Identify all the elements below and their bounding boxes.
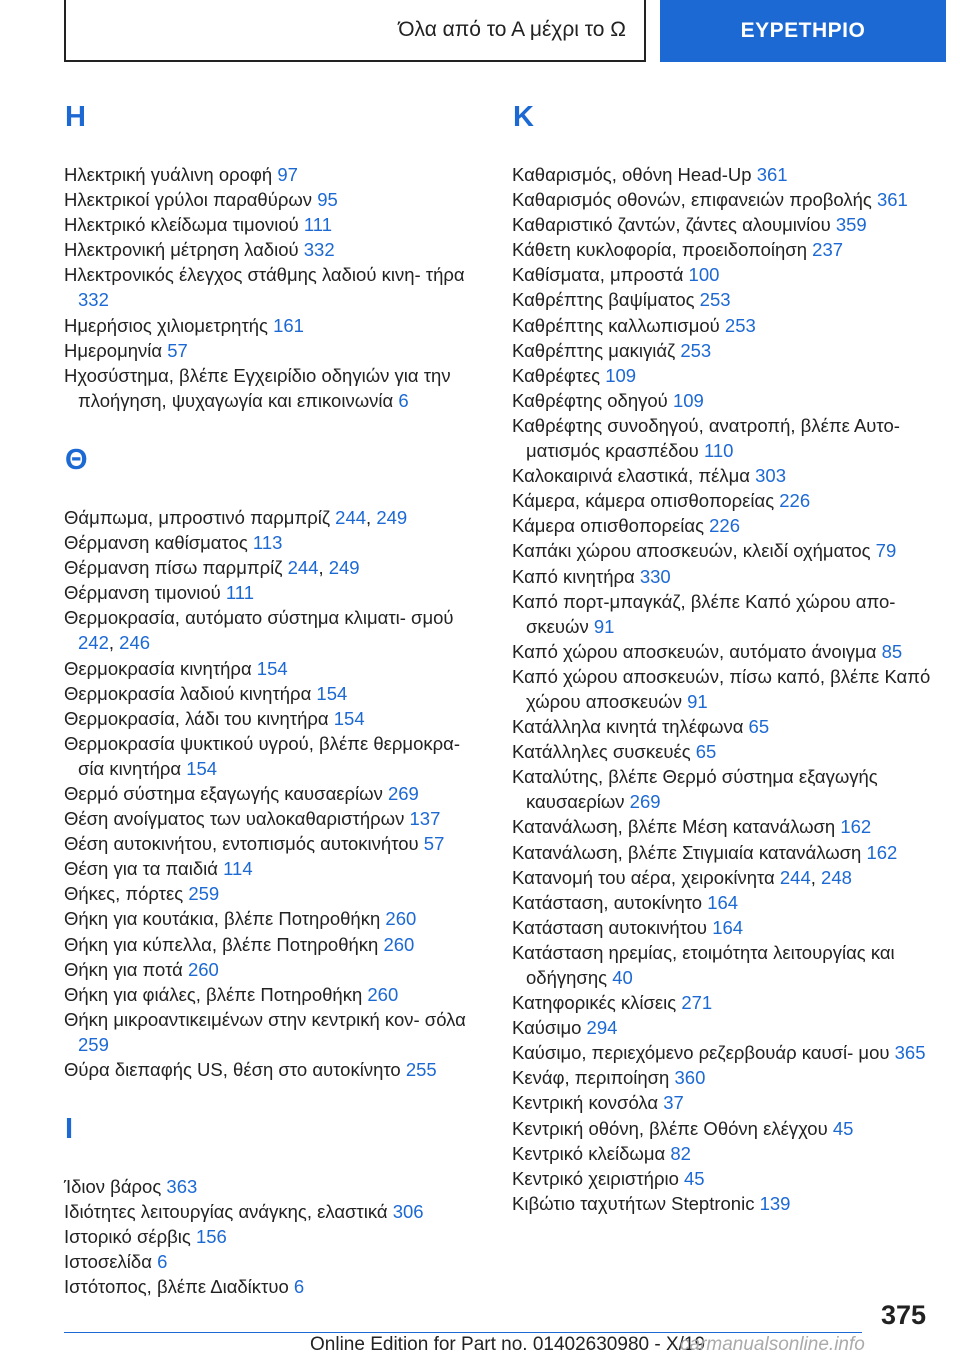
index-entry (512, 488, 942, 513)
index-entry-text: Κενάφ, περιποίηση (512, 1067, 670, 1089)
index-entry (64, 957, 484, 982)
index-entry-text: Θερμοκρασία ψυκτικού υγρού, βλέπε θερμοκρα- σία κινητήρα (64, 732, 460, 779)
index-entry (512, 187, 942, 212)
page-link[interactable]: 154 (186, 757, 218, 779)
footer-divider (64, 1332, 862, 1333)
index-entry (512, 338, 942, 363)
page-link[interactable]: 6 (157, 1251, 168, 1273)
page-link[interactable]: 45 (684, 1167, 705, 1189)
page-link[interactable]: 109 (605, 364, 637, 386)
index-entry (512, 1065, 942, 1090)
index-entry-text: Θέρμανση καθίσματος (64, 532, 248, 554)
page-link[interactable]: 269 (629, 791, 661, 813)
index-entry: Θάμπωμα, μπροστινό παρμπρίζ 244, 249 (64, 506, 408, 528)
page-link[interactable]: 271 (681, 992, 713, 1014)
index-entry (64, 1274, 484, 1299)
page-number: 375 (880, 1300, 926, 1330)
index-entry-text: Ηχοσύστημα, βλέπε Εγχειρίδιο οδηγιών για την πλοήγηση, ψυχαγωγία και επικοινωνία (64, 364, 451, 411)
index-entry-text: Κεντρικό χειριστήριο (512, 1167, 679, 1189)
index-entry-text: Θερμοκρασία κινητήρα (64, 657, 252, 679)
page-link[interactable]: 303 (755, 465, 786, 487)
index-entry-list (64, 505, 484, 1082)
tab-index[interactable] (660, 0, 946, 62)
index-entry-text: Κατάλληλες συσκευές (512, 741, 691, 763)
page-link[interactable]: 294 (586, 1017, 618, 1039)
index-entry (64, 212, 484, 237)
page-link[interactable]: 37 (663, 1092, 684, 1114)
section-letter: Θ (65, 443, 88, 476)
index-entry-text: Κάθετη κυκλοφορία, προειδοποίηση (512, 239, 808, 261)
index-entry (512, 639, 942, 664)
index-entry-text: Κατηφορικές κλίσεις (512, 992, 677, 1014)
index-entry-text: Θερμοκρασία, λάδι του κινητήρα (64, 707, 329, 729)
index-entry-text: Ιστοσελίδα (64, 1251, 152, 1273)
index-entry-text: Καθαρισμός, οθόνη Head-Up (512, 164, 752, 185)
section-letter: Ι (65, 1113, 74, 1146)
index-entry-text: Θύρα διεπαφής US, θέση στο αυτοκίνητο (64, 1059, 401, 1080)
page-link[interactable]: 100 (688, 264, 720, 286)
page-link[interactable]: 306 (392, 1201, 424, 1223)
index-entry-text: Κατάσταση ηρεμίας, ετοιμότητα λειτουργίας και οδήγησης (512, 941, 895, 988)
index-entry (512, 262, 942, 287)
page-link[interactable]: 363 (166, 1176, 198, 1198)
index-entry: Θερμοκρασία, αυτόματο σύστημα κλιματι- σμού 242, 246 (64, 607, 454, 654)
page-link[interactable]: 244 (287, 557, 319, 579)
index-entry-text: Καθίσματα, μπροστά (512, 264, 684, 286)
page-link[interactable]: 65 (748, 716, 770, 738)
index-entry-text: Καθρέπτης βαψίματος (512, 289, 695, 311)
index-entry (512, 764, 942, 814)
index-entry (512, 940, 942, 990)
page-link[interactable]: 162 (866, 841, 898, 863)
index-entry (512, 212, 942, 237)
index-entry (64, 856, 484, 881)
index-entry (512, 237, 942, 262)
index-entry-text: Θήκη για ποτά (64, 958, 183, 980)
page-link[interactable]: 259 (78, 1033, 109, 1055)
index-entry (512, 1015, 942, 1040)
index-entry (512, 890, 942, 915)
index-entry-text: Καθαριστικό ζαντών, ζάντες αλουμινίου (512, 214, 831, 236)
index-entry-text: Ιστότοπος, βλέπε Διαδίκτυο (64, 1276, 289, 1298)
index-entry (64, 530, 484, 555)
tab-a-to-z-label: Όλα από το Α μέχρι το Ω (398, 18, 626, 41)
index-entry-text: Θέρμανση πίσω παρμπρίζ (64, 557, 283, 579)
page-link[interactable]: 246 (119, 632, 151, 654)
page-link[interactable]: 269 (387, 782, 419, 804)
index-entry-text: Κατανάλωση, βλέπε Στιγμιαία κατανάλωση (512, 841, 862, 863)
index-entry (64, 363, 484, 413)
index-entry-text: Θέση ανοίγματος των υαλοκαθαριστήρων (64, 808, 405, 830)
index-entry-text: Ημερήσιος χιλιομετρητής (64, 314, 268, 336)
index-entry-text: Κεντρικό κλείδωμα (512, 1142, 666, 1164)
page-link[interactable]: 332 (303, 239, 335, 261)
page-link[interactable]: 244 (335, 506, 367, 528)
index-entry (64, 1199, 484, 1224)
index-entry-text: Ηλεκτρική γυάλινη οροφή (64, 164, 273, 185)
index-entry (64, 932, 484, 957)
index-entry (512, 1191, 942, 1216)
index-entry (512, 413, 942, 463)
page-link[interactable]: 360 (674, 1067, 706, 1089)
page-link[interactable]: 260 (187, 958, 219, 980)
page-link[interactable]: 57 (167, 339, 188, 361)
page-link[interactable]: 249 (328, 557, 360, 579)
index-entry (64, 162, 484, 187)
tab-index-label: ΕΥΡΕΤΗΡΙΟ (740, 19, 866, 42)
index-entry-text: Κάμερα, κάμερα οπισθοπορείας (512, 490, 775, 512)
index-entry (64, 1249, 484, 1274)
index-entry-text: Θήκη για φιάλες, βλέπε Ποτηροθήκη (64, 983, 363, 1005)
index-entry (512, 1116, 942, 1141)
page-link[interactable]: 91 (593, 615, 615, 637)
page-link[interactable]: 40 (612, 967, 633, 988)
index-entry-text: Κεντρική κονσόλα (512, 1092, 659, 1114)
page-link[interactable]: 95 (317, 189, 338, 211)
index-entry (64, 982, 484, 1007)
index-entry (64, 681, 484, 706)
index-entry (512, 664, 942, 714)
index-entry-text: Θέρμανση τιμονιού (64, 582, 221, 604)
index-entry-text: Ημερομηνία (64, 339, 163, 361)
index-entry-text: Ηλεκτρικοί γρύλοι παραθύρων (64, 189, 313, 211)
watermark: carmanualsonline.info (680, 1334, 865, 1355)
index-entry (512, 1141, 942, 1166)
index-entry-list (512, 162, 942, 1216)
page-link[interactable]: 359 (835, 214, 867, 236)
page-link[interactable]: 260 (385, 908, 417, 930)
index-entry-text: Θήκη για κουτάκια, βλέπε Ποτηροθήκη (64, 908, 381, 930)
section-letter: Κ (513, 101, 534, 133)
index-entry (64, 1057, 484, 1082)
index-entry-text: Κατάσταση αυτοκινήτου (512, 916, 708, 938)
page-link[interactable]: 154 (256, 657, 288, 679)
index-entry (64, 338, 484, 363)
page-link[interactable]: 154 (316, 682, 348, 704)
page-link[interactable]: 85 (881, 640, 903, 662)
index-entry (512, 915, 942, 940)
index-entry-text: Θήκη μικροαντικειμένων στην κεντρική κον- σόλα (64, 1008, 466, 1030)
index-entry-text: Καλοκαιρινά ελαστικά, πέλμα (512, 465, 750, 487)
index-entry (64, 781, 484, 806)
index-entry-text: Καπό κινητήρα (512, 565, 635, 587)
page-link[interactable]: 137 (409, 808, 441, 830)
index-entry (512, 162, 942, 187)
page-link[interactable]: 248 (821, 866, 852, 888)
index-entry (512, 990, 942, 1015)
page-link[interactable]: 260 (367, 983, 399, 1005)
index-entry-text: Θήκη για κύπελλα, βλέπε Ποτηροθήκη (64, 933, 379, 955)
page-link[interactable]: 156 (195, 1226, 227, 1248)
index-entry-text: Θάμπωμα, μπροστινό παρμπρίζ (64, 506, 331, 528)
page-link[interactable]: 109 (672, 389, 704, 411)
index-entry (64, 706, 484, 731)
index-entry: Κατανομή του αέρα, χειροκίνητα 244, 248 (512, 866, 852, 888)
page-link[interactable]: 161 (273, 314, 304, 336)
section-letter: Η (65, 101, 86, 133)
page-link[interactable]: 259 (188, 883, 220, 905)
index-entry (512, 388, 942, 413)
index-entry-text: Θερμοκρασία λαδιού κινητήρα (64, 682, 312, 704)
index-entry (64, 580, 484, 605)
index-entry (512, 814, 942, 839)
page-link[interactable]: 253 (699, 289, 731, 311)
index-entry (512, 513, 942, 538)
page-link[interactable]: 361 (876, 189, 908, 211)
page-link[interactable]: 361 (756, 164, 788, 185)
page-link[interactable]: 330 (639, 565, 671, 587)
index-entry-text: Καταλύτης, βλέπε Θερμό σύστημα εξαγωγής καυσαερίων (512, 766, 878, 813)
index-entry-text: Καπάκι χώρου αποσκευών, κλειδί οχήματος (512, 540, 871, 562)
header (64, 0, 946, 64)
index-entry-text: Κατάσταση, αυτοκίνητο (512, 891, 703, 913)
index-entry (64, 881, 484, 906)
page-link[interactable]: 164 (707, 891, 739, 913)
index-entry-list (64, 162, 484, 413)
index-entry-text: Κατανομή του αέρα, χειροκίνητα (512, 866, 775, 888)
index-entry-text: Ιδιότητες λειτουργίας ανάγκης, ελαστικά (64, 1201, 388, 1223)
tab-a-to-z[interactable] (64, 0, 646, 62)
page-link[interactable]: 255 (405, 1059, 437, 1080)
page-link[interactable]: 244 (779, 866, 811, 888)
index-entry (64, 1007, 484, 1057)
index-entry-text: Θέση για τα παιδιά (64, 858, 218, 880)
index-entry (512, 739, 942, 764)
index-entry (512, 1166, 942, 1191)
index-entry-text: Ιστορικό σέρβις (64, 1226, 191, 1248)
index-entry-text: Καπό πορτ-μπαγκάζ, βλέπε Καπό χώρου απο- σκευών (512, 590, 896, 637)
index-entry-text: Θερμοκρασία, αυτόματο σύστημα κλιματι- σμού (64, 607, 454, 629)
page-link[interactable]: 79 (875, 540, 897, 562)
section-gap (64, 1082, 484, 1110)
index-entry-text: Θερμό σύστημα εξαγωγής καυσαερίων (64, 782, 383, 804)
index-entry-text: Ηλεκτρονικός έλεγχος στάθμης λαδιού κινη- τήρα (64, 264, 465, 286)
index-entry (64, 313, 484, 338)
page-link[interactable]: 65 (695, 741, 717, 763)
index-entry-text: Καθρέπτης μακιγιάζ (512, 339, 676, 361)
index-entry-text: Καθαρισμός οθονών, επιφανειών προβολής (512, 189, 872, 211)
index-entry (512, 564, 942, 589)
footer-edition: Online Edition for Part no. 01402630980 - X/19 (310, 1334, 706, 1355)
index-entry-text: Ηλεκτρικό κλείδωμα τιμονιού (64, 214, 299, 236)
index-entry (512, 840, 942, 865)
page-link[interactable]: 45 (832, 1117, 854, 1139)
page-link[interactable]: 82 (670, 1142, 691, 1164)
page-link[interactable]: 332 (78, 289, 109, 311)
page-link[interactable]: 113 (252, 532, 283, 554)
section-gap (64, 413, 484, 441)
page-link[interactable]: 253 (724, 314, 756, 336)
index-entry (64, 1224, 484, 1249)
index-entry-text: Καπό χώρου αποσκευών, πίσω καπό, βλέπε Καπό χώρου αποσκευών (512, 665, 931, 712)
page-link[interactable]: 260 (383, 933, 415, 955)
index-entry (512, 313, 942, 338)
index-entry-text: Κιβώτιο ταχυτήτων Steptronic (512, 1192, 755, 1214)
index-entry-text: Καθρέπτης καλλωπισμού (512, 314, 720, 336)
index-entry (64, 806, 484, 831)
page-link[interactable]: 237 (812, 239, 844, 261)
index-entry-text: Κάμερα οπισθοπορείας (512, 515, 704, 537)
index-entry-text: Καύσιμο, περιεχόμενο ρεζερβουάρ καυσί- μου (512, 1042, 890, 1064)
page-link[interactable]: 253 (680, 339, 712, 361)
index-column-left (64, 98, 484, 1300)
index-entry-text: Καύσιμο (512, 1017, 582, 1039)
page-link[interactable]: 226 (709, 515, 741, 537)
page-link[interactable]: 139 (759, 1192, 791, 1214)
index-entry (512, 463, 942, 488)
index-entry (512, 589, 942, 639)
index-entry (512, 287, 942, 312)
index-entry: Θέρμανση πίσω παρμπρίζ 244, 249 (64, 557, 360, 579)
page-link[interactable]: 111 (225, 582, 255, 604)
index-entry (512, 538, 942, 563)
page-link[interactable]: 365 (894, 1042, 926, 1064)
page-link[interactable]: 111 (303, 214, 332, 236)
index-entry-list (64, 1174, 484, 1299)
index-entry (512, 1040, 942, 1065)
index-entry-text: Καθρέφτης συνοδηγού, ανατροπή, βλέπε Αυτο- ματισμός κρασπέδου (512, 414, 900, 462)
index-entry (512, 714, 942, 739)
index-entry-text: Κατανάλωση, βλέπε Μέση κατανάλωση (512, 816, 836, 838)
index-entry (512, 363, 942, 388)
index-entry-text: Καθρέφτες (512, 364, 601, 386)
index-entry-text: Θήκες, πόρτες (64, 883, 184, 905)
page-link[interactable]: 57 (423, 833, 445, 855)
index-entry (64, 1174, 484, 1199)
index-entry (64, 262, 484, 312)
index-entry (64, 906, 484, 931)
page-link[interactable]: 242 (78, 632, 109, 654)
page-link[interactable]: 249 (376, 506, 408, 528)
page-link[interactable]: 97 (277, 164, 298, 185)
index-entry (64, 237, 484, 262)
page-link[interactable]: 110 (703, 440, 734, 462)
page-link[interactable]: 164 (712, 916, 744, 938)
page-link[interactable]: 226 (779, 490, 811, 512)
index-entry (64, 731, 484, 781)
index-entry-text: Καθρέφτης οδηγού (512, 389, 668, 411)
page-link[interactable]: 91 (687, 690, 708, 712)
index-entry-text: Καπό χώρου αποσκευών, αυτόματο άνοιγμα (512, 640, 877, 662)
index-entry-text: Κατάλληλα κινητά τηλέφωνα (512, 716, 744, 738)
index-entry (64, 656, 484, 681)
index-entry-text: Κεντρική οθόνη, βλέπε Οθόνη ελέγχου (512, 1117, 828, 1139)
index-entry-text: Ίδιον βάρος (64, 1176, 162, 1198)
index-entry-text: Θέση αυτοκινήτου, εντοπισμός αυτοκινήτου (64, 833, 419, 855)
page-link[interactable]: 162 (840, 816, 872, 838)
index-column-right (512, 98, 942, 1216)
page-link[interactable]: 154 (333, 707, 365, 729)
index-entry-text: Ηλεκτρονική μέτρηση λαδιού (64, 239, 299, 261)
index-entry (64, 187, 484, 212)
page-link[interactable]: 6 (293, 1276, 305, 1298)
page-link[interactable]: 114 (223, 858, 253, 880)
page-link[interactable]: 6 (398, 389, 409, 411)
index-entry (64, 831, 484, 856)
index-entry (512, 1090, 942, 1115)
